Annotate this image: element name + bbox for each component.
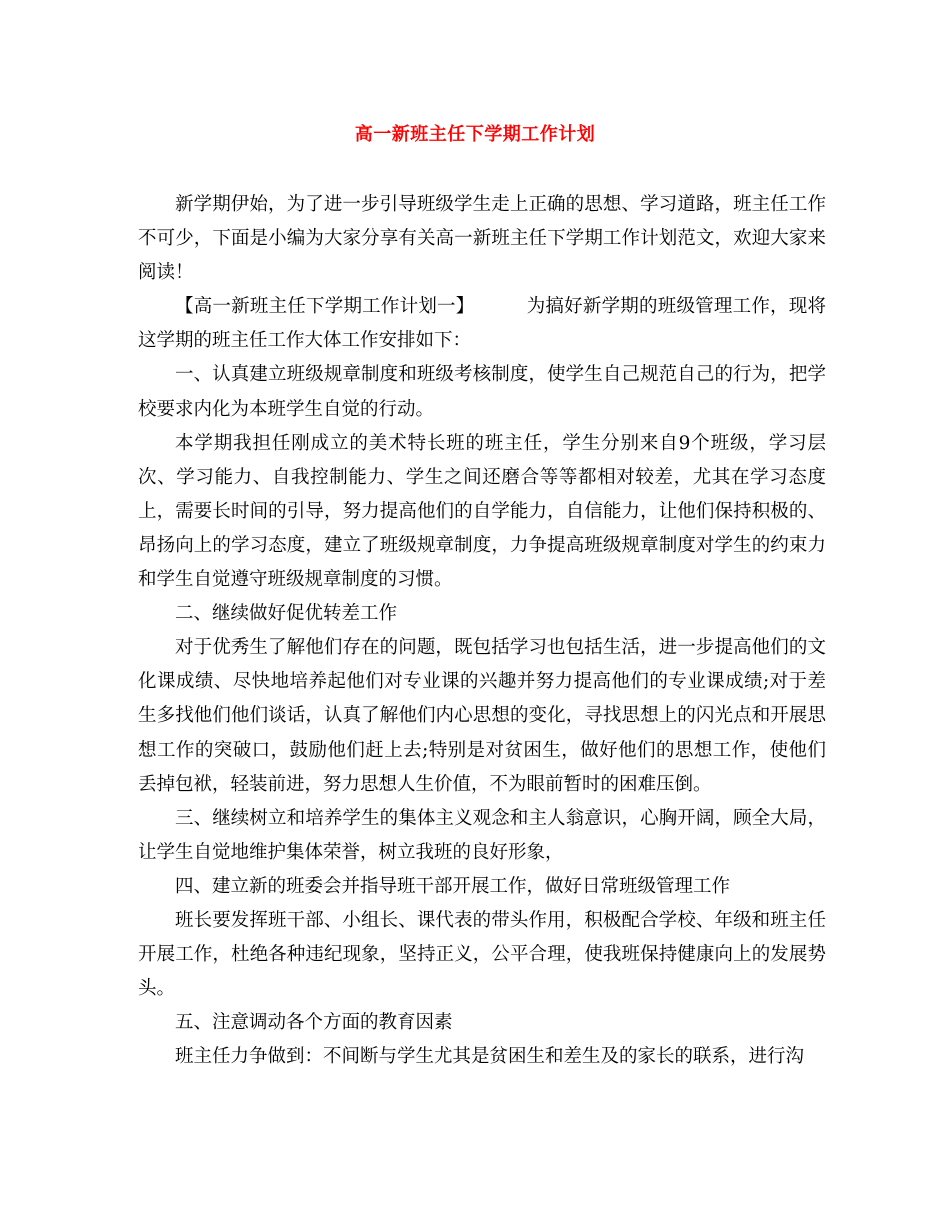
body-paragraph: 本学期我担任刚成立的美术特长班的班主任，学生分别来自9个班级，学习层次、学习能力、自我控制能力、学生之间还磨合等等都相对较差，尤其在学习态度上，需要长时间的引导，努力提高他们的自学能力，自信能力，让他们保持积极的、昂扬向上的学习态度，建立了班级规章制度，力争提高班级规章制度对学生的约束力和学生自觉遵守班级规章制度的习惯。 [138,432,826,591]
body-paragraph: 三、继续树立和培养学生的集体主义观念和主人翁意识，心胸开阔，顾全大局，让学生自觉地维护集体荣誉，树立我班的良好形象， [138,807,826,863]
document-body [138,188,826,1074]
section-heading: 二、继续做好促优转差工作 [175,603,398,625]
intro-paragraph: 新学期伊始，为了进一步引导班级学生走上正确的思想、学习道路，班主任工作不可少，下面是小编为大家分享有关高一新班主任下学期工作计划范文，欢迎大家来阅读！ [138,194,826,284]
section-heading: 四、建立新的班委会并指导班干部开展工作，做好日常班级管理工作 [175,875,731,897]
plan-intro: 为搞好新学期的班级管理工作，现将这学期的班主任工作大体工作安排如下： [138,296,826,352]
section-heading: 五、注意调动各个方面的教育因素 [175,1012,453,1034]
document-title: 高一新班主任下学期工作计划 [354,124,596,145]
plan-paragraph [138,290,826,358]
body-paragraph: 班主任力争做到：不间断与学生尤其是贫困生和差生及的家长的联系，进行沟 [175,1046,805,1068]
body-paragraph: 对于优秀生了解他们存在的问题，既包括学习也包括生活，进一步提高他们的文化课成绩、尽快地培养起他们对专业课的兴趣并努力提高他们的专业课成绩;对于差生多找他们他们谈话，认真了解他们内心思想的变化，寻找思想上的闪光点和开展思想工作的突破口，鼓励他们赶上去;特别是对贫困生，做好他们的思想工作，使他们丢掉包袱，轻装前进，努力思想人生价值，不为眼前暂时的困难压倒。 [138,637,826,795]
plan-heading: 【高一新班主任下学期工作计划一】 [175,296,475,318]
body-paragraph: 一、认真建立班级规章制度和班级考核制度，使学生自己规范自己的行为，把学校要求内化为本班学生自觉的行动。 [138,364,826,420]
body-paragraph: 班长要发挥班干部、小组长、课代表的带头作用，积极配合学校、年级和班主任开展工作，杜绝各种违纪现象，坚持正义，公平合理，使我班保持健康向上的发展势头。 [138,909,826,1000]
